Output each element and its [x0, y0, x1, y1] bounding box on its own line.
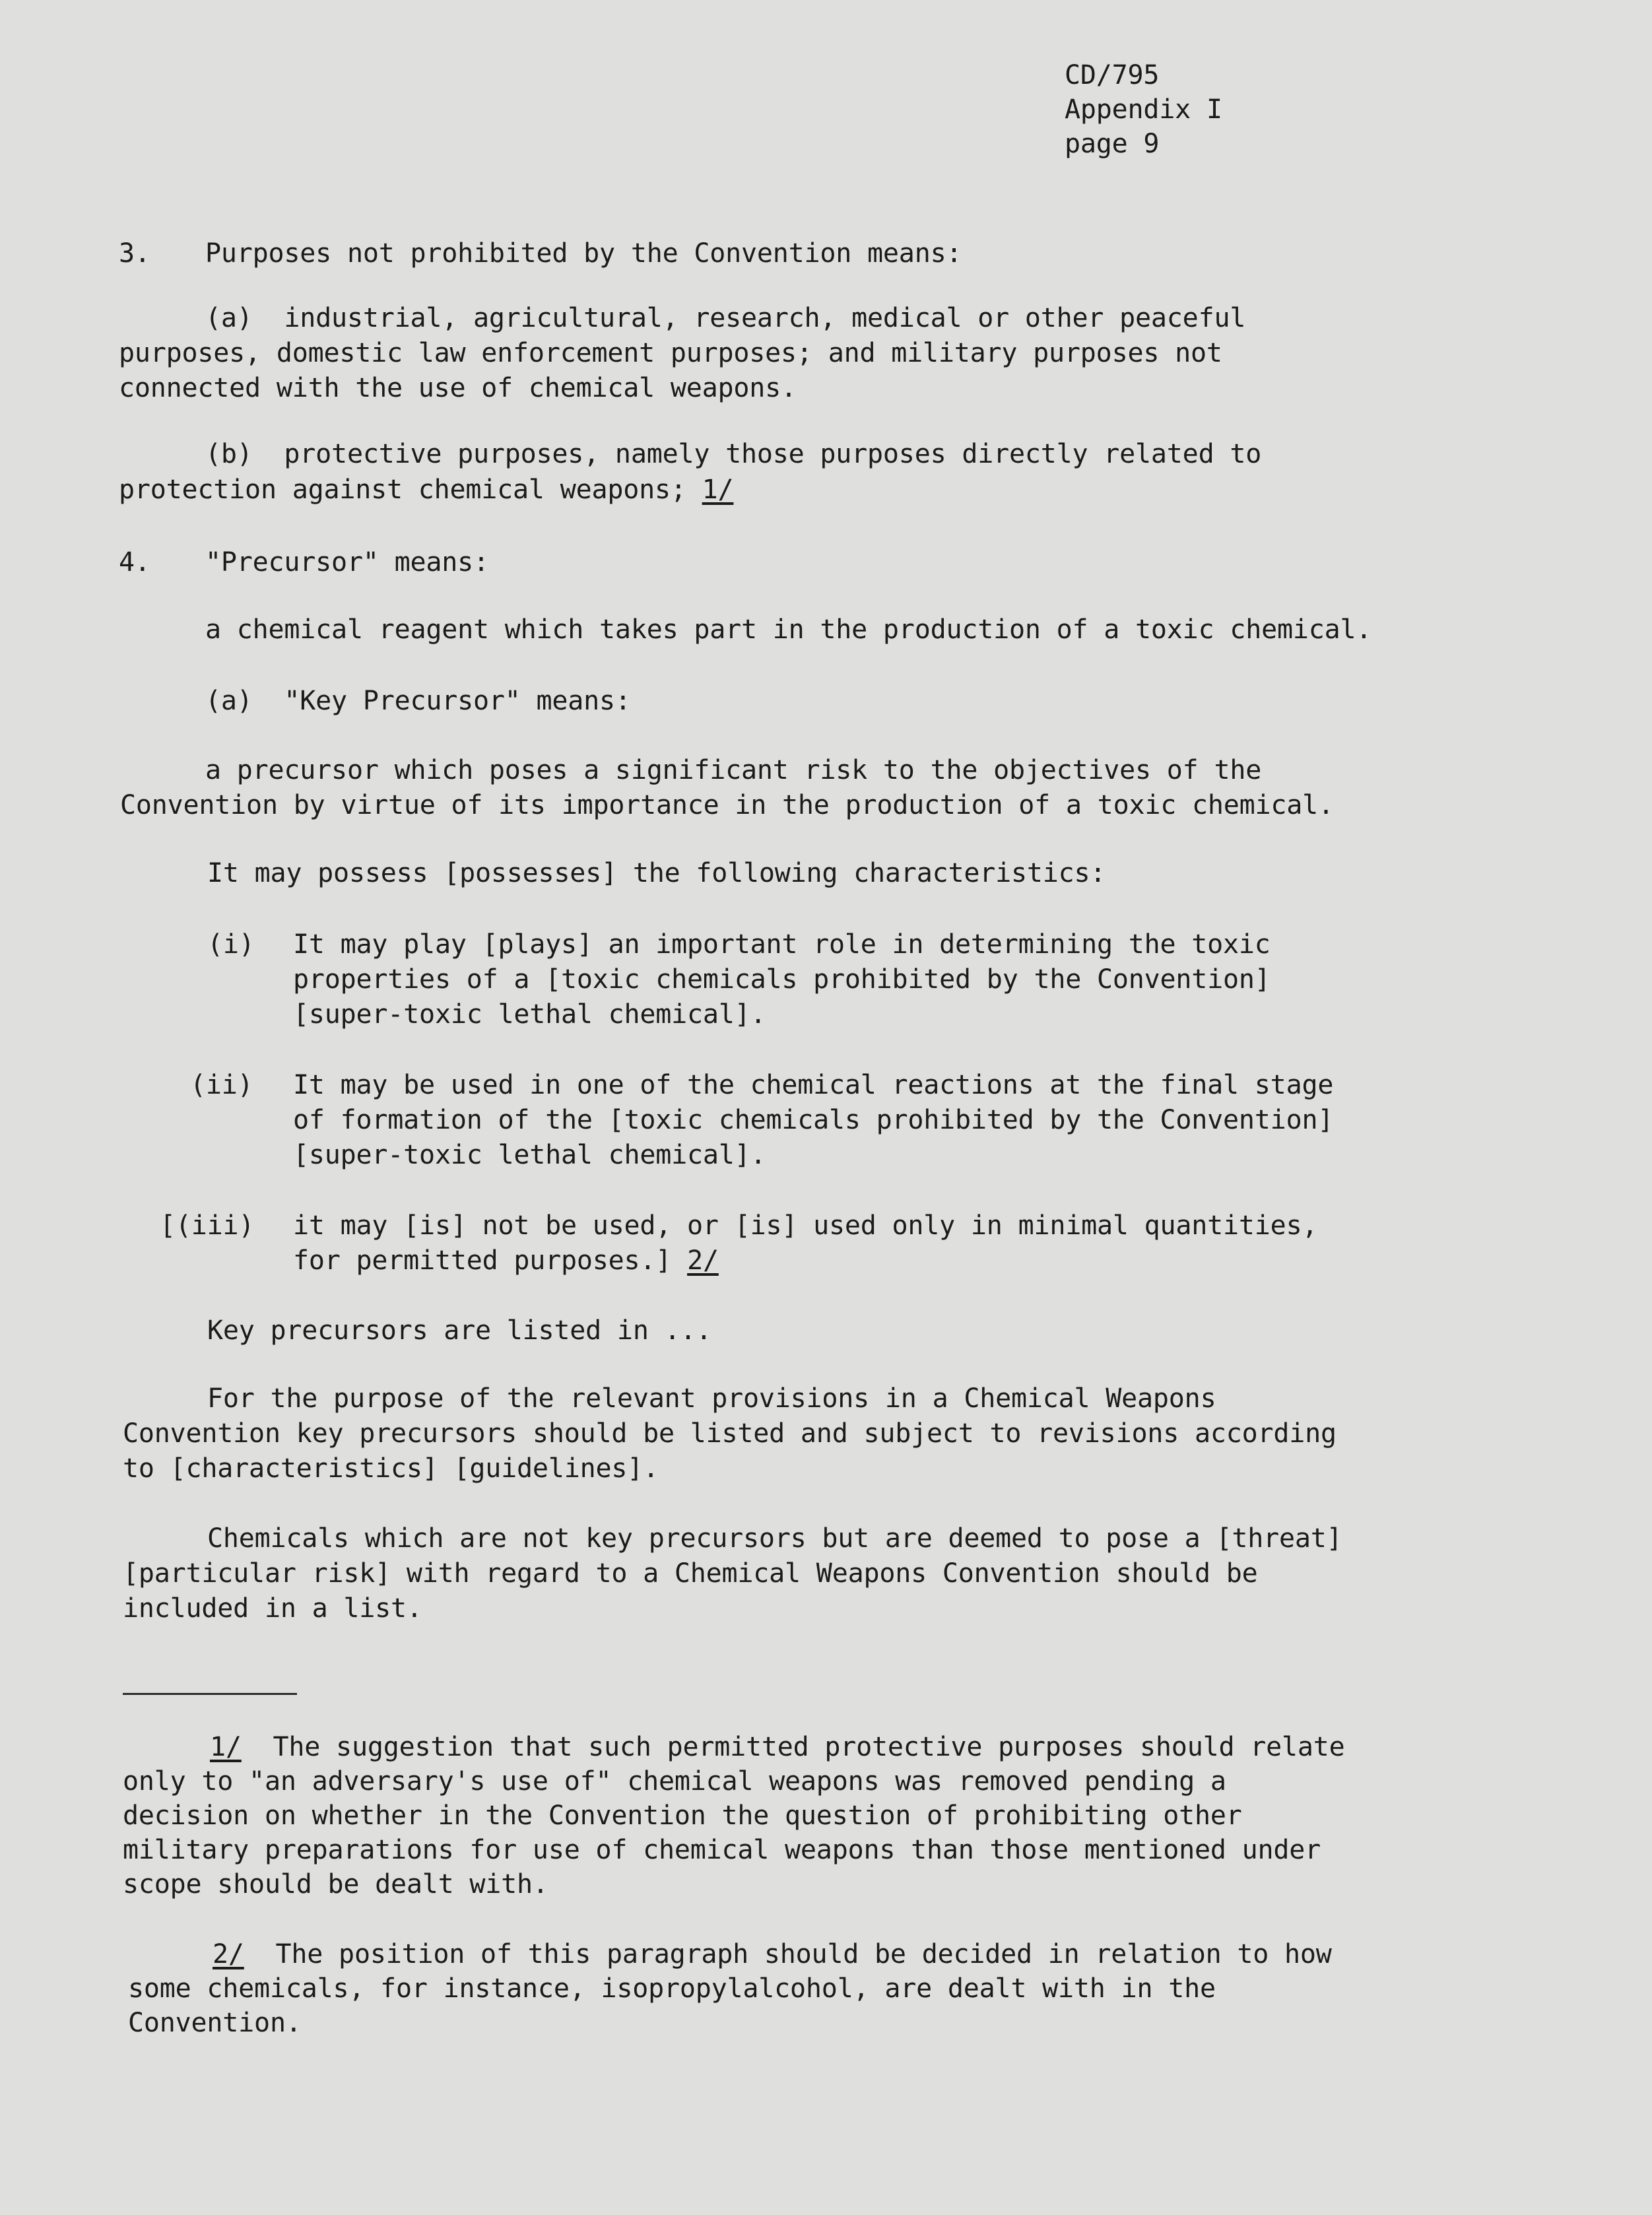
footnote-separator — [123, 1693, 297, 1695]
precursor-definition: a chemical reagent which takes part in the production of a toxic chemical. — [205, 614, 1372, 645]
footnote-ref-2: 2/ — [687, 1245, 719, 1276]
section-4-heading: "Precursor" means: — [205, 547, 489, 578]
section-3a-line-3: connected with the use of chemical weapons. — [119, 373, 797, 403]
footnote-1-line-3: decision on whether in the Convention the question of prohibiting other — [123, 1801, 1242, 1831]
item-iii-line-2 — [293, 1243, 719, 1278]
key-precursor-line-2: Convention by virtue of its importance in the production of a toxic chemical. — [120, 790, 1334, 820]
footnote-2-line-3: Convention. — [128, 2008, 302, 2038]
page-number: page 9 — [1065, 129, 1160, 159]
footnote-1-mark: 1/ — [210, 1732, 242, 1762]
section-3b-line-2 — [119, 473, 733, 508]
section-4-number: 4. — [119, 547, 150, 578]
section-3-heading: Purposes not prohibited by the Convention means: — [205, 238, 962, 269]
chemicals-line-2: [particular risk] with regard to a Chemical Weapons Convention should be — [123, 1558, 1258, 1589]
footnote-1-line-1 — [210, 1730, 1345, 1765]
appendix-label: Appendix I — [1065, 94, 1222, 125]
section-3a-line-1: (a) industrial, agricultural, research, medical or other peaceful — [205, 303, 1246, 333]
footnote-2-line-2: some chemicals, for instance, isopropylalcohol, are dealt with in the — [128, 1973, 1216, 2004]
chemicals-line-1: Chemicals which are not key precursors but are deemed to pose a [threat] — [207, 1523, 1342, 1554]
item-i-label: (i) — [207, 929, 255, 960]
footnote-1-line-4: military preparations for use of chemical weapons than those mentioned under — [123, 1835, 1321, 1865]
item-i-line-1: It may play [plays] an important role in determining the toxic — [293, 929, 1271, 960]
footnote-2-line-1 — [213, 1937, 1332, 1972]
item-ii-line-1: It may be used in one of the chemical reactions at the final stage — [293, 1070, 1334, 1100]
purpose-line-1: For the purpose of the relevant provisions in a Chemical Weapons — [207, 1383, 1216, 1414]
item-iii-text: for permitted purposes.] — [293, 1245, 688, 1276]
purpose-line-2: Convention key precursors should be listed and subject to revisions according — [123, 1418, 1337, 1449]
key-precursor-line-1: a precursor which poses a significant risk to the objectives of the — [205, 755, 1262, 785]
footnote-ref-1: 1/ — [702, 475, 734, 505]
section-3a-line-2: purposes, domestic law enforcement purposes; and military purposes not — [119, 338, 1222, 368]
footnote-1-line-5: scope should be dealt with. — [123, 1869, 548, 1900]
item-i-line-3: [super-toxic lethal chemical]. — [293, 999, 766, 1030]
item-i-line-2: properties of a [toxic chemicals prohibited by the Convention] — [293, 964, 1271, 995]
section-3-number: 3. — [119, 238, 150, 269]
purpose-line-3: to [characteristics] [guidelines]. — [123, 1453, 659, 1484]
characteristics-intro: It may possess [possesses] the following characteristics: — [207, 858, 1106, 888]
item-iii-line-1: it may [is] not be used, or [is] used only in minimal quantities, — [293, 1210, 1318, 1241]
doc-number: CD/795 — [1065, 60, 1160, 90]
key-precursors-listed: Key precursors are listed in ... — [207, 1315, 712, 1346]
item-iii-label: [(iii) — [160, 1210, 255, 1241]
item-ii-line-2: of formation of the [toxic chemicals prohibited by the Convention] — [293, 1105, 1334, 1135]
footnote-2-mark: 2/ — [213, 1939, 244, 1969]
section-3b-line-1: (b) protective purposes, namely those purposes directly related to — [205, 439, 1262, 469]
key-precursor-heading: (a) "Key Precursor" means: — [205, 686, 631, 716]
item-ii-line-3: [super-toxic lethal chemical]. — [293, 1140, 766, 1170]
item-ii-label: (ii) — [190, 1070, 253, 1100]
footnote-2-text: The position of this paragraph should be decided in relation to how — [244, 1939, 1332, 1969]
footnote-1-text: The suggestion that such permitted protective purposes should relate — [241, 1732, 1345, 1762]
chemicals-line-3: included in a list. — [123, 1593, 422, 1624]
section-3b-text: protection against chemical weapons; — [119, 475, 702, 505]
footnote-1-line-2: only to "an adversary's use of" chemical weapons was removed pending a — [123, 1766, 1226, 1797]
